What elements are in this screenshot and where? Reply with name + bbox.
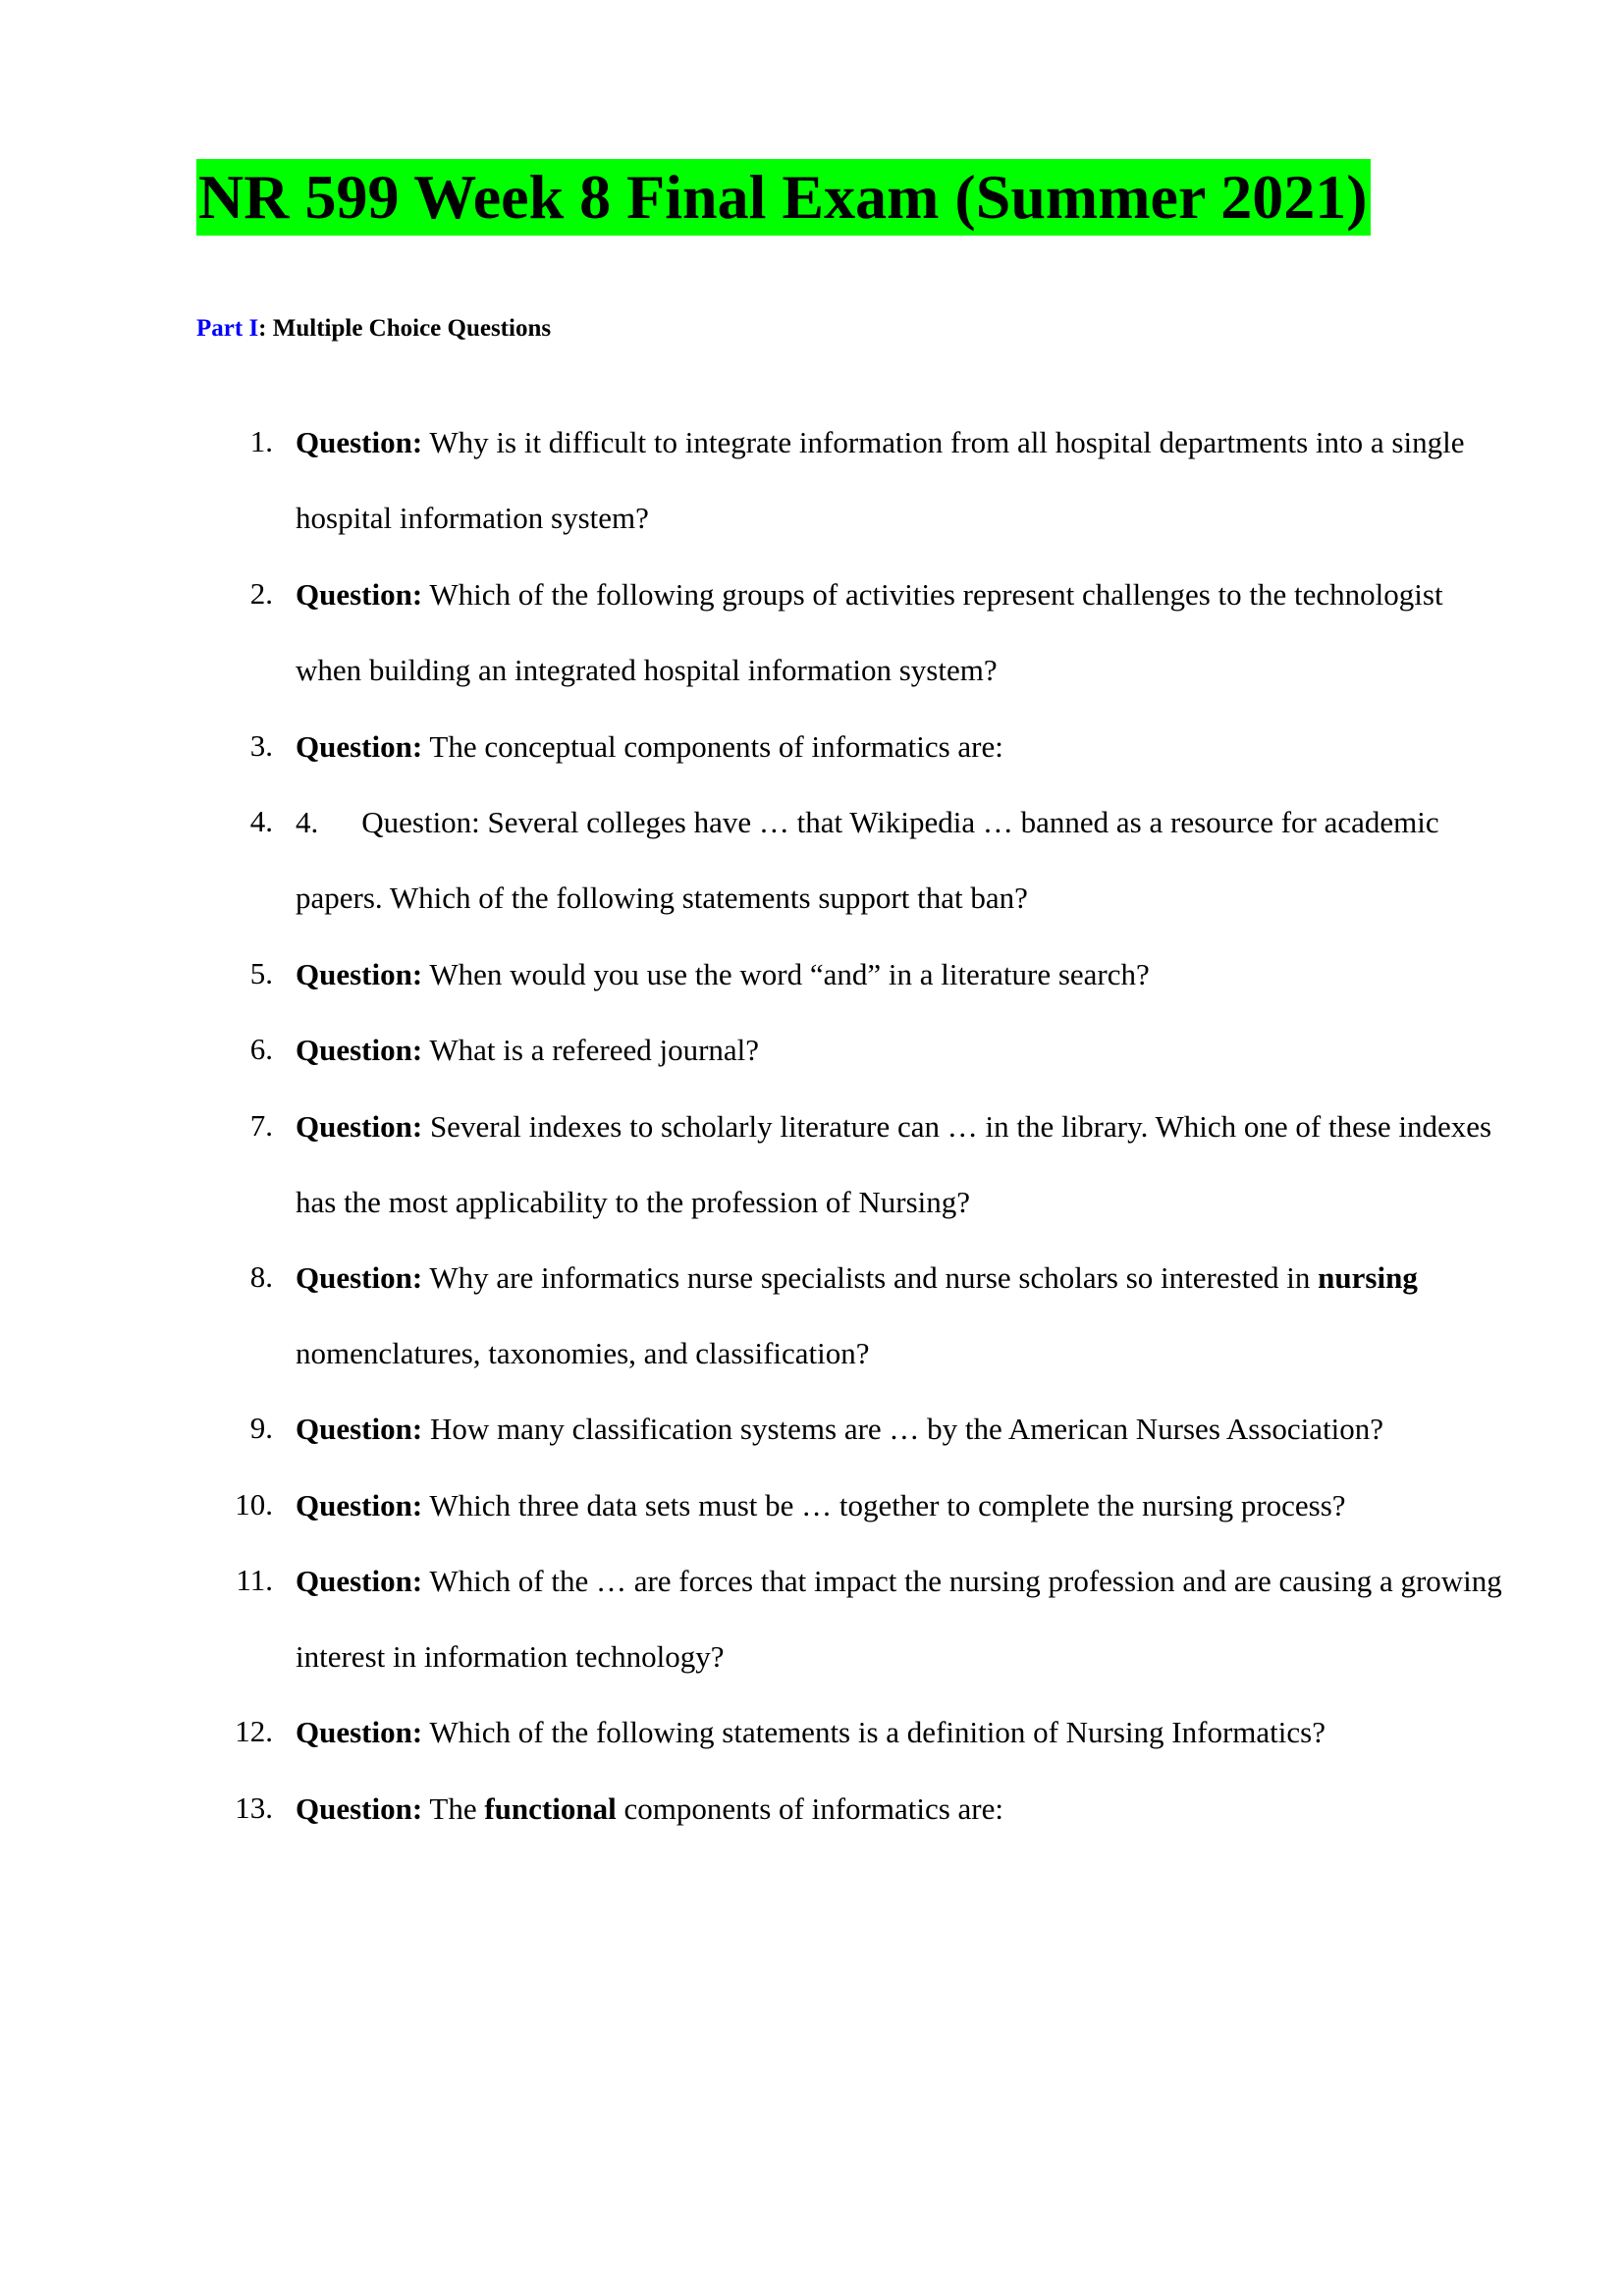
- question-number: 11.: [236, 1563, 273, 1597]
- question-number: 6.: [249, 1032, 273, 1066]
- exam-title: NR 599 Week 8 Final Exam (Summer 2021): [196, 159, 1371, 236]
- part-heading-text: Multiple Choice Questions: [272, 315, 552, 342]
- question-label: Question:: [296, 1033, 423, 1067]
- question-text: [296, 936, 1513, 1012]
- question-label: Question:: [296, 1260, 423, 1295]
- question-label: Question:: [296, 1791, 423, 1826]
- question-body: Which three data sets must be … together to complete the nursing process?: [429, 1488, 1346, 1522]
- question-number: 8.: [249, 1259, 273, 1294]
- question-label: Question:: [296, 425, 423, 459]
- question-label: Question:: [296, 1715, 423, 1749]
- question-number: 3.: [249, 728, 273, 763]
- question-text: [296, 1694, 1513, 1770]
- question-body: Why is it difficult to integrate information from all hospital departments into a single hospital information system?: [296, 425, 1465, 535]
- question-text: [296, 1468, 1513, 1543]
- question-text: [296, 1240, 1533, 1391]
- question-number: 12.: [235, 1714, 273, 1748]
- question-number: 4.: [249, 804, 273, 838]
- question-number: 1.: [249, 424, 273, 458]
- question-body: Which of the following groups of activities represent challenges to the technologist when building an integrated hospital information system?: [296, 577, 1443, 687]
- question-label: Question:: [296, 1564, 423, 1598]
- question-body-continued: components of informatics are:: [623, 1791, 1003, 1826]
- question-text: [296, 404, 1513, 556]
- question-text: [296, 784, 1513, 935]
- question-body: Which of the … are forces that impact the nursing profession and are causing a growing interest in information technology?: [296, 1564, 1502, 1674]
- question-text: [296, 1391, 1513, 1467]
- question-label: Question:: [296, 957, 423, 991]
- question-text: [296, 1543, 1513, 1694]
- question-body: Why are informatics nurse specialists and nurse scholars so interested in: [429, 1260, 1311, 1295]
- question-number: 13.: [235, 1790, 273, 1825]
- question-label: Question:: [296, 1412, 423, 1446]
- question-text: [296, 1771, 1513, 1846]
- question-body: The conceptual components of informatics are:: [429, 729, 1003, 764]
- question-emphasis: functional: [484, 1791, 617, 1826]
- question-text: [296, 557, 1513, 708]
- part-separator: :: [258, 315, 267, 342]
- question-label: Question:: [296, 1109, 423, 1144]
- question-body: Question: Several colleges have … that Wikipedia … banned as a resource for academic papers. Which of the following statements support that ban?: [296, 805, 1439, 915]
- question-body: How many classification systems are … by the American Nurses Association?: [429, 1412, 1384, 1446]
- question-number: 2.: [249, 576, 273, 611]
- question-body: Which of the following statements is a definition of Nursing Informatics?: [429, 1715, 1325, 1749]
- question-body: Several indexes to scholarly literature can … in the library. Which one of these indexes has the most applicability to the profession of Nursing?: [296, 1109, 1492, 1219]
- question-label: Question:: [296, 729, 423, 764]
- question-number: 10.: [235, 1487, 273, 1522]
- question-body: When would you use the word “and” in a literature search?: [429, 957, 1150, 991]
- question-body-continued: nomenclatures, taxonomies, and classification?: [296, 1336, 870, 1370]
- question-text: [296, 709, 1513, 784]
- question-text: [296, 1012, 1513, 1088]
- question-text: [296, 1089, 1513, 1240]
- question-number: 9.: [249, 1411, 273, 1445]
- question-number: 5.: [249, 956, 273, 990]
- question-body: The: [429, 1791, 477, 1826]
- question-body: What is a refereed journal?: [429, 1033, 760, 1067]
- question-label: Question:: [296, 1488, 423, 1522]
- question-label: Question:: [296, 577, 423, 612]
- question-number: 7.: [249, 1108, 273, 1143]
- part-label: Part I: [196, 315, 259, 342]
- question-emphasis: nursing: [1318, 1260, 1418, 1295]
- question-inner-number: 4.: [296, 805, 319, 839]
